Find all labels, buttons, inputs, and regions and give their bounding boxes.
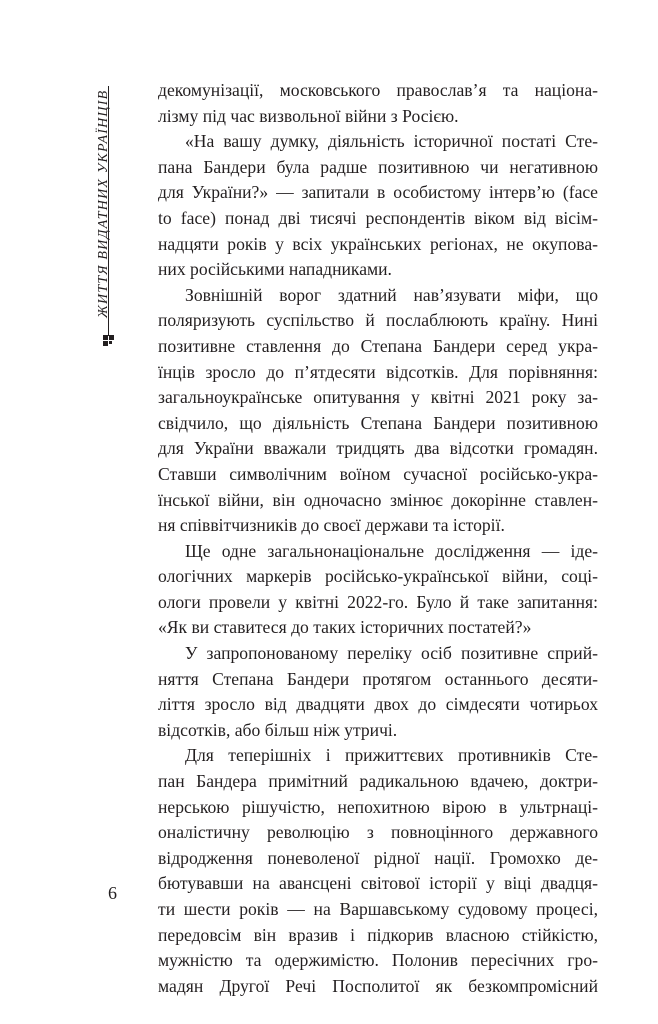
text-line: нерською рішучістю, непохитною вірою в ультрнаці- (158, 796, 598, 817)
text-line: няття Степана Бандери протягом останнього десяти- (158, 668, 598, 689)
text-line: передовсім він вразив і підкорив власною стійкістю, (158, 924, 598, 945)
text-line: У запропонованому переліку осіб позитивне сприй- (185, 643, 598, 664)
text-line: to face) понад дві тисячі респондентів віком від вісім- (158, 207, 598, 228)
text-line: ліття зросло від двадцяти двох до сімдесяти чотирьох (158, 694, 598, 715)
text-line: «На вашу думку, діяльність історичної постаті Сте- (185, 131, 598, 152)
text-line: позитивне ставлення до Степана Бандери серед укра- (158, 335, 598, 356)
page-number: 6 (108, 883, 117, 903)
text-line: Ще одне загальнонаціональне дослідження — іде- (185, 540, 598, 561)
text-line: лізму під час визвольної війни з Росією. (158, 105, 459, 126)
text-line: них російськими нападниками. (158, 259, 392, 280)
running-title: ЖИТТЯ ВИДАТНИХ УКРАЇНЦІВ (96, 89, 111, 318)
text-line: свідчило, що діяльність Степана Бандери позитивною (158, 412, 598, 433)
text-line: пана Бандери була радше позитивною чи негативною (158, 156, 598, 177)
text-line: декомунізації, московського православ’я та націона- (158, 80, 598, 100)
text-line: пан Бандера примітний радикальною вдачею, доктри- (158, 771, 598, 792)
text-line: Для теперішніх і прижиттєвих противників Сте- (185, 745, 598, 766)
text-line: ологи провели у квітні 2022-го. Було й таке запитання: (158, 591, 598, 612)
text-line: ти шести років — на Варшавському судовому процесі, (158, 899, 598, 919)
text-line: Зовнішній ворог здатний нав’язувати міфи, що (185, 284, 598, 305)
text-line: поляризують суспільство й послаблюють країну. Нині (158, 310, 598, 331)
text-line: ологічних маркерів російсько-української війни, соці- (158, 566, 598, 587)
text-line: бютувавши на авансцені світової історії у віці двадця- (158, 873, 598, 894)
text-line: надцяти років у всіх українських регіонах, не окупова- (158, 233, 598, 254)
text-line: загальноукраїнське опитування у квітні 2021 року за- (158, 387, 598, 408)
text-line: їнської війни, він одночасно змінює докорінне ставлен- (158, 489, 598, 510)
text-line: для України вважали тридцять два відсотки громадян. (158, 438, 598, 459)
body-text (158, 78, 598, 999)
text-line: відсотків, або більш ніж утричі. (158, 719, 398, 740)
text-line: мужністю та одержимістю. Полонив пересічних гро- (158, 950, 598, 971)
text-line: для України?» — запитали в особистому інтерв’ю (face (158, 182, 598, 203)
ornament-icon (103, 335, 115, 347)
text-line: мадян Другої Речі Посполитої як безкомпромісний (158, 975, 598, 996)
text-line: «Як ви ставитеся до таких історичних постатей?» (158, 617, 532, 638)
text-line: ня співвітчизників до своєї держави та історії. (158, 515, 505, 536)
text-line: їнців зросло до п’ятдесяти відсотків. Для порівняння: (158, 361, 598, 382)
text-line: оналістичну революцію з повноцінного державного (158, 822, 598, 843)
text-line: відродження поневоленої рідної нації. Громохко де- (158, 847, 598, 868)
text-line: Ставши символічним воїном сучасної російсько-укра- (158, 463, 598, 484)
